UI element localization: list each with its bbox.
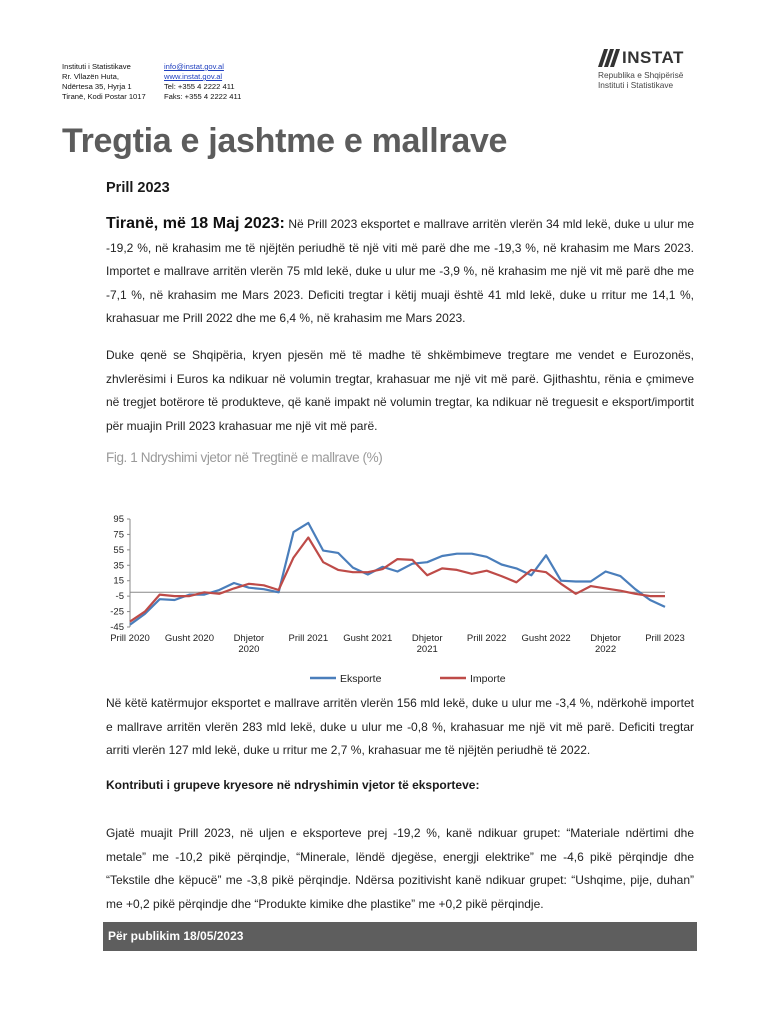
x-tick-label: 2020 <box>238 644 260 655</box>
logo-subtitle-2: Instituti i Statistikave <box>598 80 674 90</box>
section-heading: Kontributi i grupeve kryesore në ndryshimin vjetor të eksporteve: <box>106 778 480 792</box>
phone-text: Tel: +355 4 2222 411 <box>164 82 235 91</box>
y-tick-label: -45 <box>110 622 124 633</box>
x-tick-label: Prill 2021 <box>288 633 329 644</box>
y-tick-label: -5 <box>115 591 124 603</box>
legend-label: Importe <box>470 673 506 685</box>
intro-text: Në Prill 2023 eksportet e mallrave arritën vlerën 34 mld lekë, duke u ulur me -19,2 %, në krahasim me të njëjtën periudhë të një viti më parë dhe me -19,3 %, në krahasim me Mars 2023. Importet e mallrave arritën vlerën 75 mld lekë, duke u ulur me -3,9 %, në krahasim me një vit më parë dhe me -7,1 %, në krahasim me Mars 2023. Deficiti tregtar i këtij muaji është 41 mld lekë, duke u rritur me 14,1 %, krahasuar me Prill 2022 dhe me 6,4 %, në krahasim me Mars 2023. <box>106 217 694 325</box>
period-heading: Prill 2023 <box>106 180 170 196</box>
address-line: Instituti i Statistikave <box>62 62 131 71</box>
fax-text: Faks: +355 4 2222 411 <box>164 92 242 101</box>
legend-label: Eksporte <box>340 673 382 685</box>
address-line: Ndërtesa 35, Hyrja 1 <box>62 82 132 91</box>
x-tick-label: Gusht 2020 <box>164 633 215 644</box>
y-tick-label: 15 <box>113 575 124 587</box>
series-line-eksporte <box>130 523 665 625</box>
x-tick-label: Dhjetor <box>590 633 621 644</box>
dateline: Tiranë, më 18 Maj 2023: <box>106 215 285 232</box>
context-paragraph: Duke qenë se Shqipëria, kryen pjesën më të madhe të shkëmbimeve tregtare me vendet e Eurozonës, zhvlerësimi i Euros ka ndikuar në volumin tregtar, krahasuar me një vit më parë. Gjithashtu, rënia e çmimeve në tregjet botërore të produkteve, që kanë impakt në volumin tregtar, ka ndikuar në treguesit e eksport/importit për muajin Prill 2023 krahasuar me një vit më parë. <box>106 348 694 433</box>
instat-logo <box>598 48 708 90</box>
logo-brand-text: INSTAT <box>622 48 684 67</box>
logo-wordmark <box>598 48 708 68</box>
address-line: Tiranë, Kodi Postar 1017 <box>62 92 146 101</box>
x-tick-label: 2021 <box>416 644 438 655</box>
x-tick-label: Prill 2023 <box>645 633 685 644</box>
address-block <box>62 62 146 102</box>
x-tick-label: Dhjetor <box>233 633 265 644</box>
y-tick-label: -25 <box>110 606 124 618</box>
email-link[interactable]: info@instat.gov.al <box>164 62 224 71</box>
publication-date: Për publikim 18/05/2023 <box>108 929 244 943</box>
document-title: Tregtia e jashtme e mallrave <box>62 122 508 160</box>
x-tick-label: Dhjetor <box>411 633 443 644</box>
x-tick-label: Gusht 2021 <box>343 633 393 644</box>
y-tick-label: 55 <box>113 544 124 556</box>
trade-change-line-chart <box>100 505 700 695</box>
website-link[interactable]: www.instat.gov.al <box>164 72 223 81</box>
four-month-paragraph: Në këtë katërmujor eksportet e mallrave arritën vlerën 156 mld lekë, duke u ulur me -3,4 %, ndërkohë importet e mallrave arritën vlerën 283 mld lekë, duke u ulur me -0,8 %, krahasuar me një vit më parë. Deficiti tregtar arriti vlerën 127 mld lekë, duke u rritur me 2,7 %, krahasuar me të njëjtën periudhë të 2022. <box>106 696 694 757</box>
y-tick-label: 95 <box>113 514 124 525</box>
logo-subtitle-1: Republika e Shqipërisë <box>598 70 684 80</box>
contact-block <box>164 62 241 102</box>
x-tick-label: Prill 2022 <box>466 633 507 644</box>
intro-paragraph <box>106 212 694 331</box>
contribution-paragraph: Gjatë muajit Prill 2023, në uljen e eksporteve prej -19,2 %, kanë ndikuar grupet: “Materiale ndërtimi dhe metale” me -10,2 pikë përqindje, “Minerale, lëndë djegëse, energji elektrike” me -4,6 pikë përqindje dhe “Tekstile dhe këpucë” me -3,8 pikë përqindje. Ndërsa pozitivisht kanë ndikuar grupet: “Ushqime, pije, duhan” me +0,2 pikë përqindje dhe “Produkte kimike dhe plastike” me +0,2 pikë përqindje. <box>106 826 694 911</box>
x-tick-label: Gusht 2022 <box>521 633 571 644</box>
logo-mark-icon <box>598 49 620 67</box>
address-line: Rr. Vllazën Huta, <box>62 72 119 81</box>
series-line-importe <box>130 538 665 622</box>
figure-caption: Fig. 1 Ndryshimi vjetor në Tregtinë e mallrave (%) <box>106 450 383 465</box>
x-tick-label: Prill 2020 <box>110 633 150 644</box>
x-tick-label: 2022 <box>594 644 617 655</box>
y-tick-label: 35 <box>113 560 124 572</box>
y-tick-label: 75 <box>113 529 124 541</box>
publication-footer <box>103 922 697 951</box>
